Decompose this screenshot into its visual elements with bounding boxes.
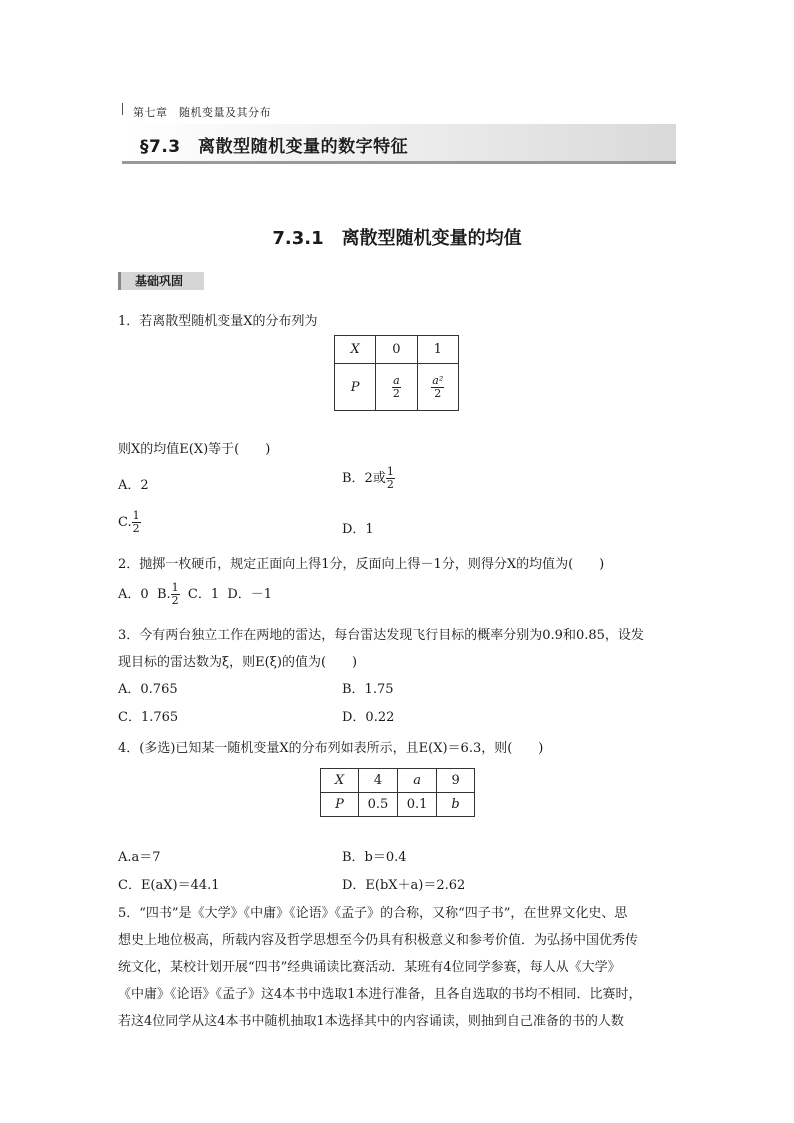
- section-title: §7.3 离散型随机变量的数字特征: [140, 137, 409, 157]
- q4-x-label: X: [321, 769, 359, 793]
- q1-p-label: P: [335, 364, 376, 411]
- q4-x2: 9: [437, 769, 475, 793]
- q4-x1: a: [398, 769, 437, 793]
- q4-stem: 4．(多选)已知某一随机变量X的分布列如表所示，且E(X)＝6.3，则( ): [118, 741, 544, 756]
- q4-p1: 0.1: [398, 793, 437, 817]
- q2-option-b: B. $\frac{1}{2}$: [156, 581, 179, 607]
- section-tag: 基础巩固: [118, 272, 204, 290]
- q5-line4: 《中庸》《论语》《孟子》这4本书中选取1本进行准备，且各自选取的书均不相同．比赛时，: [118, 987, 642, 1002]
- q1-distribution-table: [334, 335, 459, 411]
- q1-x0: 0: [376, 336, 417, 364]
- q1-p1: $\frac{\text{a²}}{2}$: [417, 364, 459, 411]
- q1-ask: 则X的均值E(X)等于( ): [118, 442, 271, 457]
- q1-x-label: X: [335, 336, 376, 364]
- q4-option-a: A.a＝7: [118, 850, 161, 865]
- q4-option-b: B．b＝0.4: [342, 850, 407, 865]
- lesson-title: 7.3.1 离散型随机变量的均值: [272, 228, 522, 249]
- q1-stem: 1．若离散型随机变量X的分布列为: [118, 314, 318, 329]
- q1-option-d: D．1: [342, 522, 374, 537]
- chapter-label: 第七章 随机变量及其分布: [133, 106, 271, 119]
- q5-line2: 想史上地位极高，所载内容及哲学思想至今仍具有积极意义和参考价值．为弘扬中国优秀传: [118, 933, 639, 948]
- q5-line3: 统文化，某校计划开展“四书”经典诵读比赛活动．某班有4位同学参赛，每人从《大学》: [118, 960, 621, 975]
- q1-p0: $\frac{a}{2}$: [376, 364, 417, 411]
- q3-line1: 3．今有两台独立工作在两地的雷达，每台雷达发现飞行目标的概率分别为0.9和0.85，设发: [118, 628, 644, 643]
- q1-option-b: B．2或 $\frac{1}{2}$: [342, 465, 394, 491]
- q2-option-d: D．－1: [227, 587, 273, 602]
- q1-option-c: C. $\frac{1}{2}$: [118, 509, 140, 535]
- q3-option-b: B．1.75: [342, 682, 394, 697]
- q5-line1: 5．“四书”是《大学》《中庸》《论语》《孟子》的合称，又称“四子书”，在世界文化史、思: [118, 906, 628, 921]
- q2-option-c: C．1: [187, 587, 220, 602]
- q3-line2: 现目标的雷达数为ξ，则E(ξ)的值为( ): [118, 655, 358, 670]
- q4-p2: b: [437, 793, 475, 817]
- q3-option-a: A．0.765: [118, 682, 178, 697]
- chapter-marker: [122, 103, 123, 115]
- q2-stem: 2．抛掷一枚硬币，规定正面向上得1分，反面向上得－1分，则得分X的均值为( ): [118, 557, 605, 572]
- q1-option-a: A．2: [118, 478, 149, 493]
- q5-line5: 若这4位同学从这4本书中随机抽取1本选择其中的内容诵读，则抽到自己准备的书的人数: [118, 1014, 624, 1029]
- q3-option-d: D．0.22: [342, 710, 395, 725]
- q4-option-d: D．E(bX＋a)＝2.62: [342, 878, 466, 893]
- q3-option-c: C．1.765: [118, 710, 179, 725]
- q1-x1: 1: [417, 336, 459, 364]
- q4-p-label: P: [321, 793, 359, 817]
- q2-option-a: A．0: [118, 587, 149, 602]
- q4-p0: 0.5: [358, 793, 397, 817]
- q4-option-c: C．E(aX)＝44.1: [118, 878, 220, 893]
- q4-x0: 4: [358, 769, 397, 793]
- q2-options: [118, 582, 272, 607]
- q4-distribution-table: [320, 768, 475, 817]
